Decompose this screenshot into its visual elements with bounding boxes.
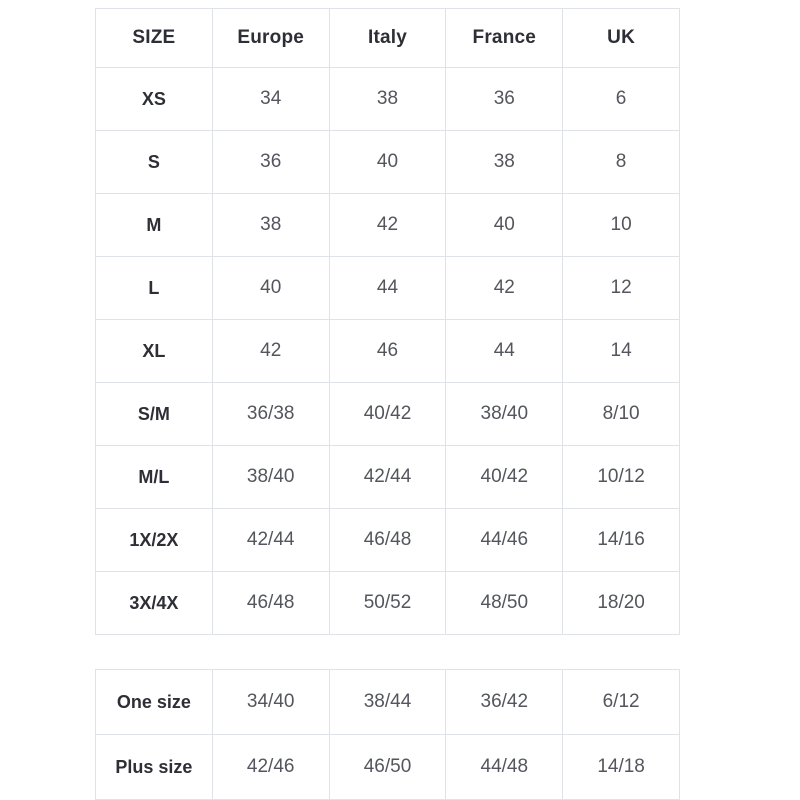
cell-europe: 38/40 [212, 446, 329, 509]
cell-italy: 44 [329, 257, 446, 320]
cell-europe: 46/48 [212, 572, 329, 635]
cell-italy: 42 [329, 194, 446, 257]
cell-uk: 6 [563, 68, 680, 131]
column-header-france: France [446, 9, 563, 68]
cell-uk: 10/12 [563, 446, 680, 509]
cell-france: 48/50 [446, 572, 563, 635]
cell-france: 36 [446, 68, 563, 131]
cell-uk: 6/12 [563, 670, 680, 735]
cell-italy: 46/48 [329, 509, 446, 572]
cell-italy: 40 [329, 131, 446, 194]
column-header-uk: UK [563, 9, 680, 68]
cell-uk: 14 [563, 320, 680, 383]
table-header-row [96, 9, 680, 68]
cell-uk: 12 [563, 257, 680, 320]
cell-uk: 10 [563, 194, 680, 257]
cell-uk: 8/10 [563, 383, 680, 446]
cell-france: 44 [446, 320, 563, 383]
cell-italy: 46 [329, 320, 446, 383]
column-header-europe: Europe [212, 9, 329, 68]
cell-uk: 14/16 [563, 509, 680, 572]
row-label-1x-2x: 1X/2X [96, 509, 213, 572]
cell-europe: 42 [212, 320, 329, 383]
table-row [96, 735, 680, 800]
cell-europe: 34/40 [212, 670, 329, 735]
cell-france: 38/40 [446, 383, 563, 446]
table-row [96, 670, 680, 735]
cell-europe: 42/46 [212, 735, 329, 800]
row-label-one-size: One size [96, 670, 213, 735]
cell-europe: 38 [212, 194, 329, 257]
column-header-italy: Italy [329, 9, 446, 68]
row-label-l: L [96, 257, 213, 320]
cell-italy: 38 [329, 68, 446, 131]
table-row [96, 572, 680, 635]
row-label-xs: XS [96, 68, 213, 131]
table-row [96, 383, 680, 446]
cell-uk: 18/20 [563, 572, 680, 635]
table-row [96, 446, 680, 509]
cell-italy: 38/44 [329, 670, 446, 735]
table-row [96, 320, 680, 383]
row-label-s: S [96, 131, 213, 194]
special-sizes-table [95, 669, 680, 800]
cell-italy: 40/42 [329, 383, 446, 446]
cell-france: 44/46 [446, 509, 563, 572]
cell-france: 38 [446, 131, 563, 194]
cell-uk: 14/18 [563, 735, 680, 800]
row-label-m: M [96, 194, 213, 257]
cell-europe: 36/38 [212, 383, 329, 446]
cell-france: 44/48 [446, 735, 563, 800]
table-row [96, 257, 680, 320]
row-label-3x-4x: 3X/4X [96, 572, 213, 635]
cell-france: 42 [446, 257, 563, 320]
row-label-m-l: M/L [96, 446, 213, 509]
cell-italy: 42/44 [329, 446, 446, 509]
row-label-xl: XL [96, 320, 213, 383]
row-label-plus-size: Plus size [96, 735, 213, 800]
size-conversion-table [95, 8, 680, 635]
cell-europe: 34 [212, 68, 329, 131]
table-row [96, 509, 680, 572]
cell-france: 40 [446, 194, 563, 257]
column-header-size: SIZE [96, 9, 213, 68]
cell-europe: 40 [212, 257, 329, 320]
cell-italy: 50/52 [329, 572, 446, 635]
cell-france: 36/42 [446, 670, 563, 735]
cell-uk: 8 [563, 131, 680, 194]
cell-europe: 42/44 [212, 509, 329, 572]
cell-france: 40/42 [446, 446, 563, 509]
cell-italy: 46/50 [329, 735, 446, 800]
table-row [96, 131, 680, 194]
table-row [96, 68, 680, 131]
cell-europe: 36 [212, 131, 329, 194]
row-label-s-m: S/M [96, 383, 213, 446]
table-row [96, 194, 680, 257]
